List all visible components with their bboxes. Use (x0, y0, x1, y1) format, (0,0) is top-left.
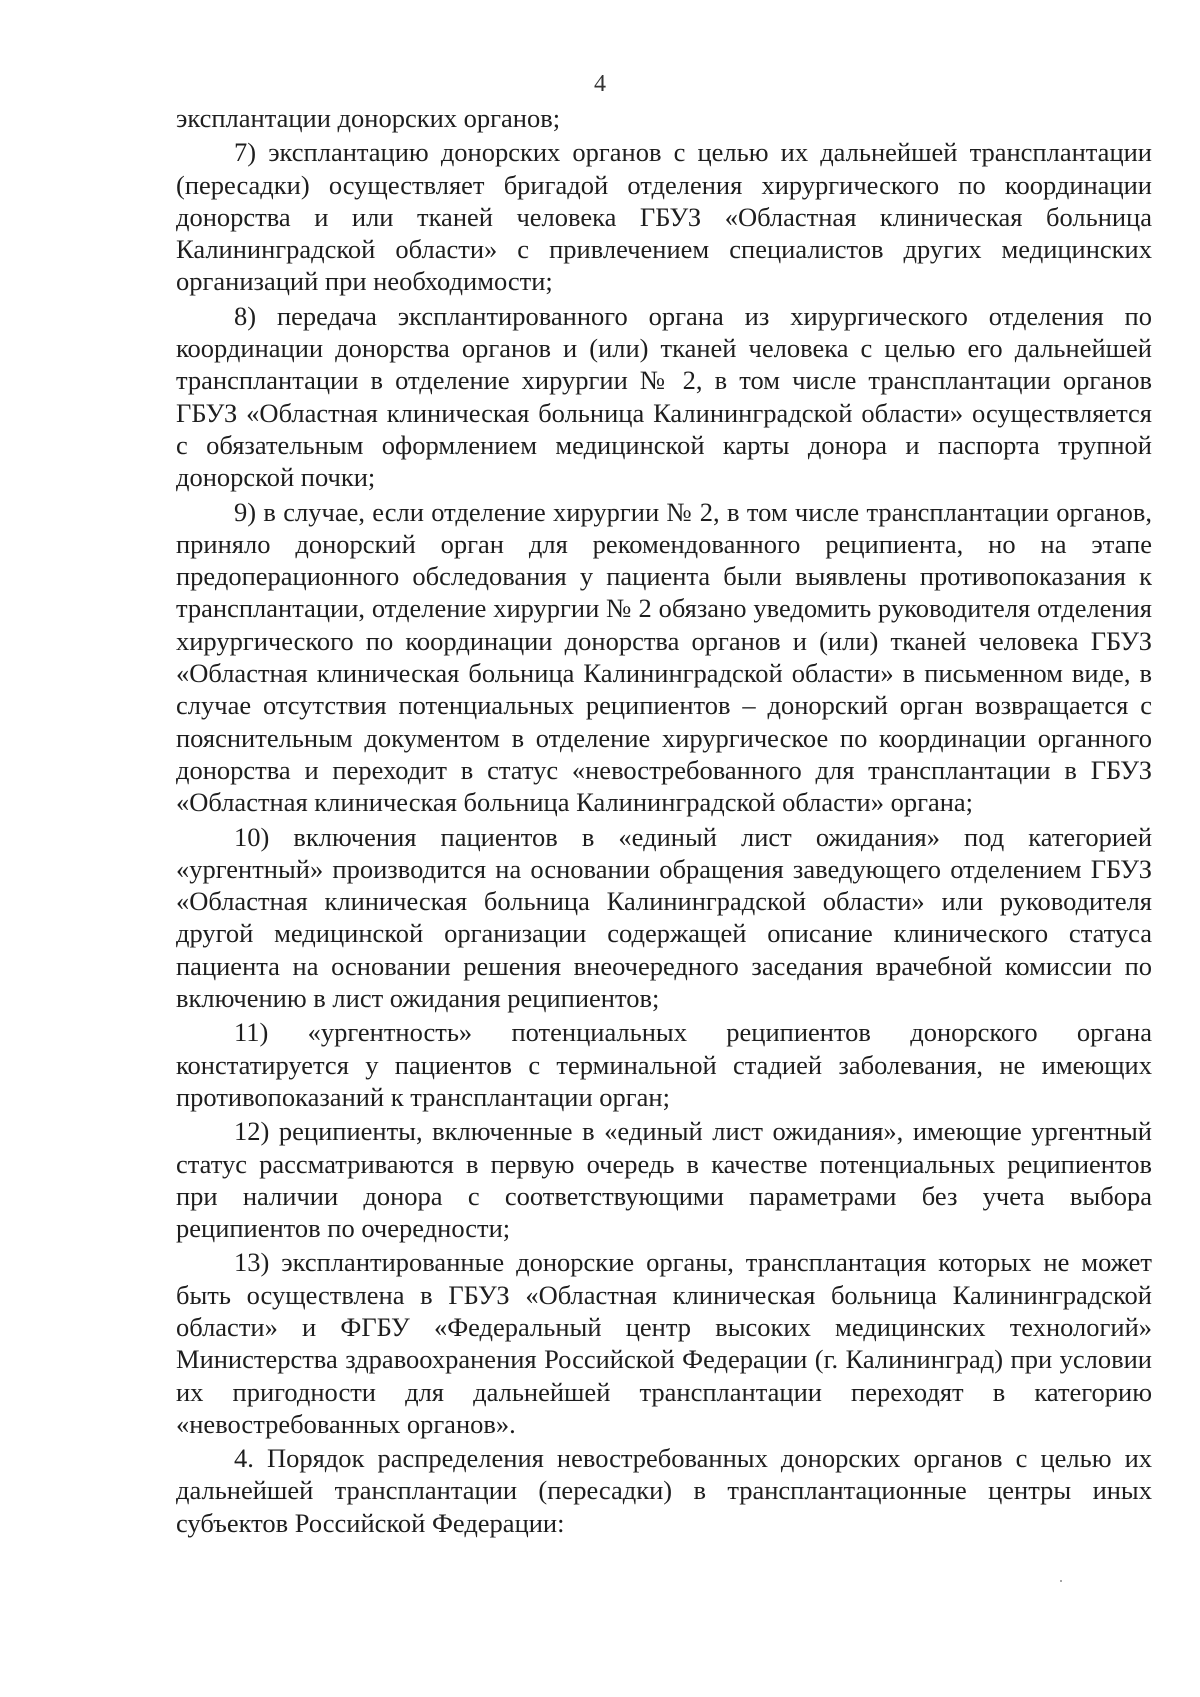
paragraph-item-7: 7) эксплантацию донорских органов с целью их дальнейшей трансплантации (пересадки) осуществляет бригадой отделения хирургического по координации донорства и или тканей человека ГБУЗ «Областная клиническая больница Калининградской области» с привлечением специалистов других медицинских организаций при необходимости; (176, 137, 1152, 297)
paragraph-item-11: 11) «ургентность» потенциальных реципиентов донорского органа констатируется у пациентов с терминальной стадией заболевания, не имеющих противопоказаний к трансплантации орган; (176, 1017, 1152, 1112)
document-body (176, 102, 1152, 1541)
paragraph-item-12: 12) реципиенты, включенные в «единый лист ожидания», имеющие ургентный статус рассматриваются в первую очередь в качестве потенциальных реципиентов при наличии донора с соответствующими параметрами без учета выбора реципиентов по очередности; (176, 1116, 1152, 1244)
paragraph-item-13: 13) эксплантированные донорские органы, трансплантация которых не может быть осуществлена в ГБУЗ «Областная клиническая больница Калининградской области» и ФГБУ «Федеральный центр высоких медицинских технологий» Министерства здравоохранения Российской Федерации (г. Калининград) при условии их пригодности для дальнейшей трансплантации переходят в категорию «невостребованных органов». (176, 1247, 1152, 1439)
scan-artifact (1060, 1580, 1062, 1582)
paragraph-item-10: 10) включения пациентов в «единый лист ожидания» под категорией «ургентный» производится на основании обращения заведующего отделением ГБУЗ «Областная клиническая больница Калининградской области» или руководителя другой медицинской организации содержащей описание клинического статуса пациента на основании решения внеочередного заседания врачебной комиссии по включению в лист ожидания реципиентов; (176, 821, 1152, 1014)
paragraph-item-9: 9) в случае, если отделение хирургии № 2, в том числе трансплантации органов, приняло донорский орган для рекомендованного реципиента, но на этапе предоперационного обследования у пациента были выявлены противопоказания к трансплантации, отделение хирургии № 2 обязано уведомить руководителя отделения хирургического по координации донорства органов и (или) тканей человека ГБУЗ «Областная клиническая больница Калининградской области» в письменном виде, в случае отсутствия потенциальных реципиентов – донорский орган возвращается с пояснительным документом в отделение хирургическое по координации органного донорства и переходит в статус «невостребованного для трансплантации в ГБУЗ «Областная клиническая больница Калининградской области» органа; (176, 496, 1152, 818)
paragraph-item-8: 8) передача эксплантированного органа из хирургического отделения по координации донорства органов и (или) тканей человека с целью его дальнейшей трансплантации в отделение хирургии № 2, в том числе трансплантации органов ГБУЗ «Областная клиническая больница Калининградской области» осуществляется с обязательным оформлением медицинской карты донора и паспорта трупной донорской почки; (176, 300, 1152, 493)
paragraph-continuation: эксплантации донорских органов; (176, 103, 561, 133)
section-4-heading: 4. Порядок распределения невостребованных донорских органов с целью их дальнейшей трансплантации (пересадки) в трансплантационные центры иных субъектов Российской Федерации: (176, 1443, 1152, 1538)
page-number: 4 (594, 71, 606, 97)
